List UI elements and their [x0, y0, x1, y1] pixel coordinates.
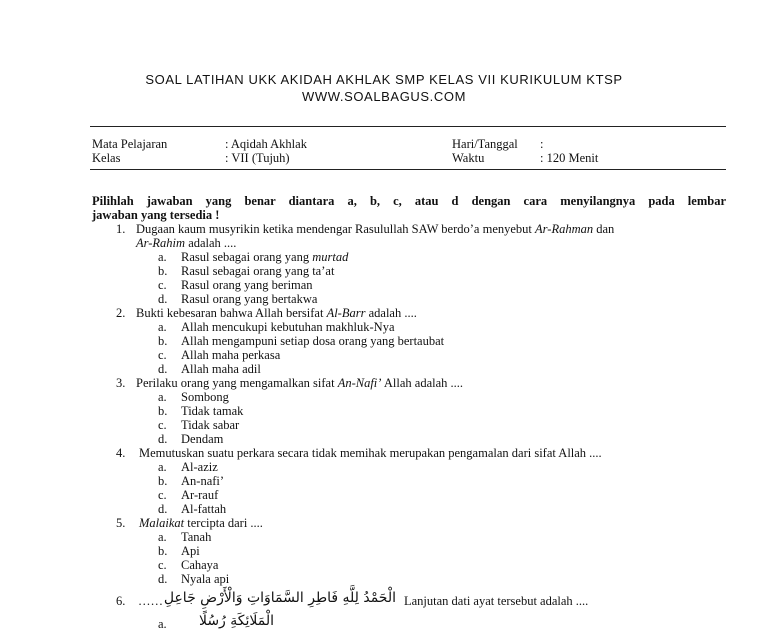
q5-option-a: Tanah: [181, 530, 212, 544]
q2-option-a-letter: a.: [158, 320, 167, 334]
q2-option-c: Allah maha perkasa: [181, 348, 281, 362]
q2-question: Bukti kebesaran bahwa Allah bersifat Al-Barr adalah ....: [136, 306, 417, 320]
q3-option-a: Sombong: [181, 390, 229, 404]
q6-dots: ……: [138, 594, 163, 608]
q3-option-b: Tidak tamak: [181, 404, 244, 418]
mapel-label: Mata Pelajaran: [92, 137, 168, 151]
document-website: WWW.SOALBAGUS.COM: [301, 89, 467, 104]
q5-number: 5.: [116, 516, 126, 530]
kelas-label: Kelas: [92, 151, 121, 165]
q4-option-b: An-nafi’: [181, 474, 225, 488]
instruction-line1: Pilihlah jawaban yang benar diantara a, b, c, atau d dengan cara menyilangnya pada lembar: [92, 194, 726, 208]
q4-option-d: Al-fattah: [181, 502, 227, 516]
waktu-value: : 120 Menit: [540, 151, 599, 165]
q4-option-c: Ar-rauf: [181, 488, 219, 502]
q2-option-b: Allah mengampuni setiap dosa orang yang bertaubat: [181, 334, 445, 348]
q1-option-b: Rasul sebagai orang yang ta’at: [181, 264, 335, 278]
q3-option-c-letter: c.: [158, 418, 167, 432]
q2-option-a: Allah mencukupi kebutuhan makhluk-Nya: [181, 320, 395, 334]
q1-option-a-letter: a.: [158, 250, 167, 264]
q6-option-a-letter: a.: [158, 617, 167, 631]
q1-option-a: Rasul sebagai orang yang murtad: [181, 250, 349, 264]
q6-question: Lanjutan dati ayat tersebut adalah ....: [404, 594, 589, 608]
kelas-value: : VII (Tujuh): [225, 151, 290, 165]
q5-option-d-letter: d.: [158, 572, 168, 586]
q4-option-c-letter: c.: [158, 488, 167, 502]
bottom-rule: [90, 169, 726, 170]
q4-option-a-letter: a.: [158, 460, 167, 474]
top-rule: [90, 126, 726, 127]
q1-option-c-letter: c.: [158, 278, 167, 292]
q6-option-a: الْمَلَائِكَةِ رُسُلًا: [198, 613, 274, 629]
q5-option-d: Nyala api: [181, 572, 230, 586]
q4-option-a: Al-aziz: [181, 460, 218, 474]
q2-option-d-letter: d.: [158, 362, 168, 376]
q3-option-d-letter: d.: [158, 432, 168, 446]
q1-question-line2: Ar-Rahim adalah ....: [136, 236, 237, 250]
q1-number: 1.: [116, 222, 126, 236]
q3-number: 3.: [116, 376, 126, 390]
q5-option-b-letter: b.: [158, 544, 168, 558]
q5-option-c-letter: c.: [158, 558, 167, 572]
hari-value: :: [540, 137, 544, 151]
q5-question: Malaikat tercipta dari ....: [139, 516, 263, 530]
mapel-value: : Aqidah Akhlak: [225, 137, 307, 151]
q1-option-b-letter: b.: [158, 264, 168, 278]
waktu-label: Waktu: [452, 151, 485, 165]
q2-option-b-letter: b.: [158, 334, 168, 348]
document-title: SOAL LATIHAN UKK AKIDAH AKHLAK SMP KELAS VII KURIKULUM KTSP: [145, 72, 623, 87]
q5-option-a-letter: a.: [158, 530, 167, 544]
q1-question-line1: Dugaan kaum musyrikin ketika mendengar Rasulullah SAW berdo’a menyebut Ar-Rahman dan: [136, 222, 615, 236]
q3-option-c: Tidak sabar: [181, 418, 240, 432]
q6-arabic-verse: الْحَمْدُ لِلَّهِ فَاطِرِ السَّمَاوَاتِ وَالْأَرْضِ جَاعِلِ: [163, 590, 396, 606]
q1-option-d: Rasul orang yang bertakwa: [181, 292, 318, 306]
q2-number: 2.: [116, 306, 126, 320]
q4-option-d-letter: d.: [158, 502, 168, 516]
q3-option-b-letter: b.: [158, 404, 168, 418]
q3-question: Perilaku orang yang mengamalkan sifat An-Nafi’ Allah adalah ....: [136, 376, 464, 390]
q3-option-d: Dendam: [181, 432, 224, 446]
q4-question: Memutuskan suatu perkara secara tidak memihak merupakan pengamalan dari sifat Allah ....: [139, 446, 602, 460]
q1-option-d-letter: d.: [158, 292, 168, 306]
q6-number: 6.: [116, 594, 126, 608]
q4-number: 4.: [116, 446, 126, 460]
q2-option-c-letter: c.: [158, 348, 167, 362]
instruction-line2: jawaban yang tersedia !: [92, 208, 220, 222]
q2-option-d: Allah maha adil: [181, 362, 261, 376]
q1-option-c: Rasul orang yang beriman: [181, 278, 313, 292]
q5-option-c: Cahaya: [181, 558, 219, 572]
q4-option-b-letter: b.: [158, 474, 168, 488]
q3-option-a-letter: a.: [158, 390, 167, 404]
hari-label: Hari/Tanggal: [452, 137, 518, 151]
q5-option-b: Api: [181, 544, 200, 558]
